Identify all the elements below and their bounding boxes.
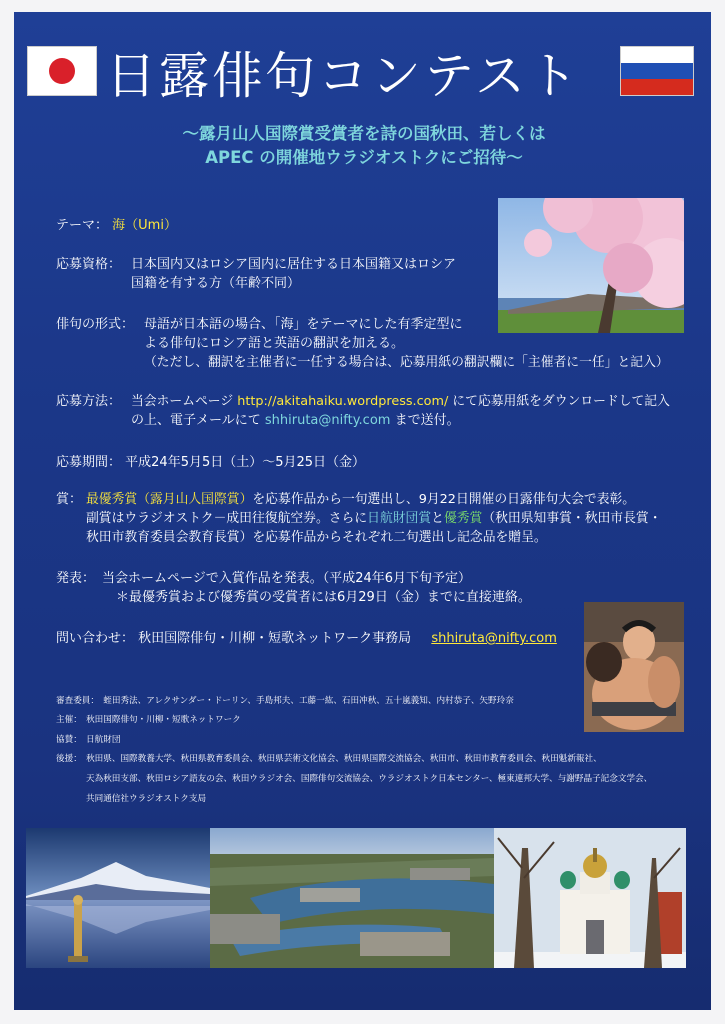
period-label: 応募期間： — [56, 455, 122, 470]
japan-flag-icon — [27, 46, 97, 96]
support-credit-2: 天為秋田支部、秋田ロシア語友の会、秋田ウラジオ会、国際俳句交流協会、ウラジオストク日本センター、極東連邦大学、与謝野晶子記念文学会、 — [86, 774, 653, 784]
harbor-city-photo — [210, 828, 494, 968]
russia-flag-icon — [620, 46, 694, 96]
subtitle-line-1: 〜露月山人国際賞受賞者を詩の国秋田、若しくは — [182, 124, 546, 143]
theme-value: 海（Umi） — [112, 218, 177, 233]
eligibility-label: 応募資格： — [56, 257, 122, 272]
format-line-2: よる俳句にロシア語と英語の翻訳を加える。 — [144, 336, 405, 351]
contact-org: 秋田国際俳句・川柳・短歌ネットワーク事務局 — [138, 631, 412, 646]
organizer-credit: 主催： 秋田国際俳句・川柳・短歌ネットワーク — [56, 715, 241, 725]
contact-section — [56, 629, 557, 648]
method-post: にて応募用紙をダウンロードして記入 — [452, 394, 670, 409]
cherry-blossom-photo — [498, 198, 684, 333]
format-line-1: 母語が日本語の場合、「海」をテーマにした有季定型に — [144, 317, 463, 332]
theme-label: テーマ： — [56, 218, 109, 233]
subtitle — [74, 122, 654, 170]
poster — [14, 12, 711, 1010]
prize-line1-post: を応募作品から一句選出し、9月22日開催の日露俳句大会で表彰。 — [252, 492, 636, 507]
support-credit-3: 共同通信社ウラジオストク支局 — [86, 794, 207, 804]
method-line2-pre: の上、電子メールにて — [131, 413, 261, 428]
eligibility-section — [56, 255, 496, 293]
announcement-line-1: 当会ホームページで入賞作品を発表。（平成24年6月下旬予定） — [102, 571, 472, 586]
email-link[interactable]: shhiruta@nifty.com — [264, 413, 391, 428]
prize-line-3: 秋田市教育委員会教育長賞）を応募作品からそれぞれ二句選出し記念品を贈呈。 — [86, 530, 547, 545]
top-prize: 最優秀賞（露月山人国際賞） — [86, 492, 253, 507]
format-label: 俳句の形式： — [56, 317, 135, 332]
eligibility-line-1: 日本国内又はロシア国内に居住する日本国籍又はロシア — [131, 257, 457, 272]
prize-line2-post: （秋田県知事賞・秋田市長賞・ — [482, 511, 662, 526]
announcement-section — [56, 569, 616, 607]
sumo-photo — [584, 602, 684, 732]
mountain-lake-photo — [26, 828, 210, 968]
eligibility-line-2: 国籍を有する方（年齢不同） — [131, 276, 301, 291]
format-line-3: （ただし、翻訳を主催者に一任する場合は、応募用紙の翻訳欄に「主催者に一任」と記入） — [144, 355, 669, 370]
homepage-link[interactable]: http://akitahaiku.wordpress.com/ — [237, 394, 449, 409]
method-label: 応募方法： — [56, 394, 122, 409]
prize-section — [56, 490, 706, 547]
subtitle-line-2: APEC の開催地ウラジオストクにご招待〜 — [205, 148, 523, 167]
cosponsor-credit: 協賛： 日航財団 — [56, 735, 121, 745]
theme-section — [56, 216, 177, 235]
period-value: 平成24年5月5日（土）〜5月25日（金） — [125, 455, 366, 470]
method-line2-post: まで送付。 — [394, 413, 460, 428]
announcement-label: 発表： — [56, 571, 96, 586]
contact-label: 問い合わせ： — [56, 631, 135, 646]
prize-and: と — [431, 511, 444, 526]
excellence-prize: 優秀賞 — [443, 511, 483, 526]
jal-prize: 日航財団賞 — [367, 511, 432, 526]
contact-email-link[interactable]: shhiruta@nifty.com — [431, 631, 557, 646]
prize-label: 賞： — [56, 492, 83, 507]
page-title: 日露俳句コンテスト — [106, 47, 581, 105]
format-section — [56, 315, 696, 372]
judges-credit: 審査委員： 蛭田秀法、アレクサンダー・ドーリン、手島邦夫、工藤一紘、石田冲秋、五十嵐義知、内村恭子、矢野玲奈 — [56, 696, 514, 706]
announcement-line-2: ＊最優秀賞および優秀賞の受賞者には6月29日（金）までに直接連絡。 — [116, 590, 531, 605]
support-credit-1: 後援： 秋田県、国際教養大学、秋田県教育委員会、秋田県芸術文化協会、秋田県国際交流協会、秋田市、秋田市教育委員会、秋田魁新報社、 — [56, 754, 602, 764]
method-section — [56, 392, 701, 430]
method-pre: 当会ホームページ — [131, 394, 234, 409]
prize-line2-pre: 副賞はウラジオストク－成田往復航空券。さらに — [86, 511, 368, 526]
orthodox-church-photo — [494, 828, 686, 968]
period-section — [56, 453, 365, 472]
